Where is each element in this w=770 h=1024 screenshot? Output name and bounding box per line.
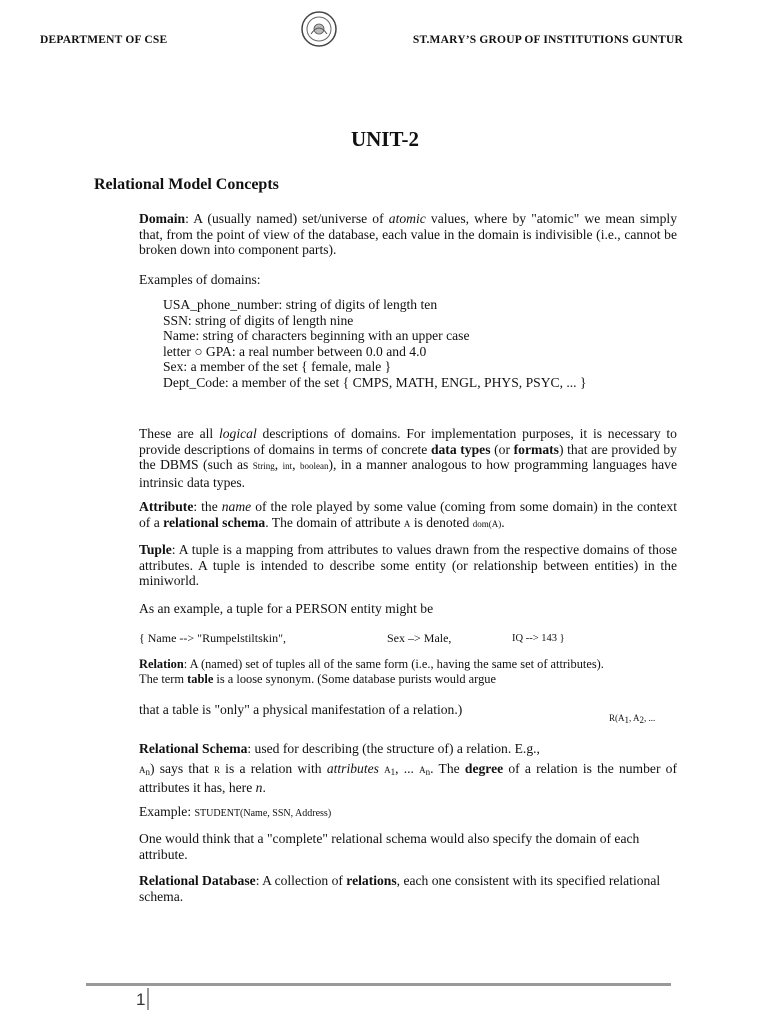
tuple-term: Tuple xyxy=(139,542,172,557)
domain-paragraph: Domain: A (usually named) set/universe of atomic values, where by "atomic" we mean simply that, from the point of view of the database, each value in the domain is indivisible (i.e., cannot be broken down into component parts). xyxy=(139,211,677,258)
example-item: Dept_Code: a member of the set { CMPS, MATH, ENGL, PHYS, PSYC, ... } xyxy=(163,374,587,390)
example-item: letter ○ GPA: a real number between 0.0 and 4.0 xyxy=(163,343,427,359)
attribute-term: Attribute xyxy=(139,499,194,514)
example-item: Sex: a member of the set { female, male } xyxy=(163,359,392,375)
college-seal-icon xyxy=(300,10,338,48)
examples-heading: Examples of domains: xyxy=(139,272,261,287)
tuple-example-iq: IQ --> 143 } xyxy=(512,633,565,644)
domain-term: Domain xyxy=(139,211,186,226)
complete-schema-paragraph: One would think that a "complete" relational schema would also specify the domain of each attribute. xyxy=(139,831,640,862)
relational-database-term: Relational Database xyxy=(139,873,256,888)
example-item: Name: string of characters beginning with an upper case xyxy=(163,328,470,344)
section-title: Relational Model Concepts xyxy=(94,176,279,193)
schema-term: Relational Schema xyxy=(139,741,248,756)
logical-paragraph: These are all logical descriptions of domains. For implementation purposes, it is necessary to provide descriptions of domains in terms of concrete data types (or formats) that are provided by the DBMS (such as String, int, boolean), in a manner analogous to how programming languages have intrinsic data types. xyxy=(139,426,677,490)
example-item: SSN: string of digits of length nine xyxy=(163,312,354,328)
relation-line-2: that a table is "only" a physical manifestation of a relation.) xyxy=(139,702,463,717)
header-department: DEPARTMENT OF CSE xyxy=(40,34,168,46)
footer-divider xyxy=(86,983,671,986)
attribute-paragraph: Attribute: the name of the role played by some value (coming from some domain) in the context of a relational schema. The domain of attribute A is denoted dom(A). xyxy=(139,499,677,530)
relation-paragraph: Relation: A (named) set of tuples all of the same form (i.e., having the same set of attributes). The term table is a loose synonym. (Some database purists would argue xyxy=(139,657,604,686)
relational-database-paragraph: Relational Database: A collection of relations, each one consistent with its specified relational schema. xyxy=(139,873,661,904)
header-institution: ST.MARY’S GROUP OF INSTITUTIONS GUNTUR xyxy=(412,34,683,46)
relation-side-notation: R(A1, A2, ... xyxy=(609,713,656,725)
schema-example: Example: STUDENT(Name, SSN, Address) xyxy=(139,804,332,819)
page-number-divider xyxy=(147,988,149,1010)
tuple-paragraph: Tuple: A tuple is a mapping from attributes to values drawn from the respective domains of those attributes. A tuple is intended to describe some entity (or relationship between entities) in the miniworld. xyxy=(139,542,677,589)
tuple-example-name: { Name --> "Rumpelstiltskin", xyxy=(139,631,286,645)
example-item: USA_phone_number: string of digits of length ten xyxy=(163,297,438,312)
examples-list xyxy=(163,297,663,391)
tuple-example-sex: Sex –> Male, xyxy=(387,631,452,645)
tuple-example-intro: As an example, a tuple for a PERSON entity might be xyxy=(139,601,434,616)
page-title: UNIT-2 xyxy=(350,127,420,151)
relation-term: Relation xyxy=(139,657,184,671)
schema-paragraph: Relational Schema: used for describing (the structure of) a relation. E.g., $A_n$) says that R is a relation with attributes $A_1$, ... $A_n$. The degree of a relation is the number of attributes it has, here n. xyxy=(139,741,678,796)
page-number: 1 xyxy=(136,990,146,1009)
